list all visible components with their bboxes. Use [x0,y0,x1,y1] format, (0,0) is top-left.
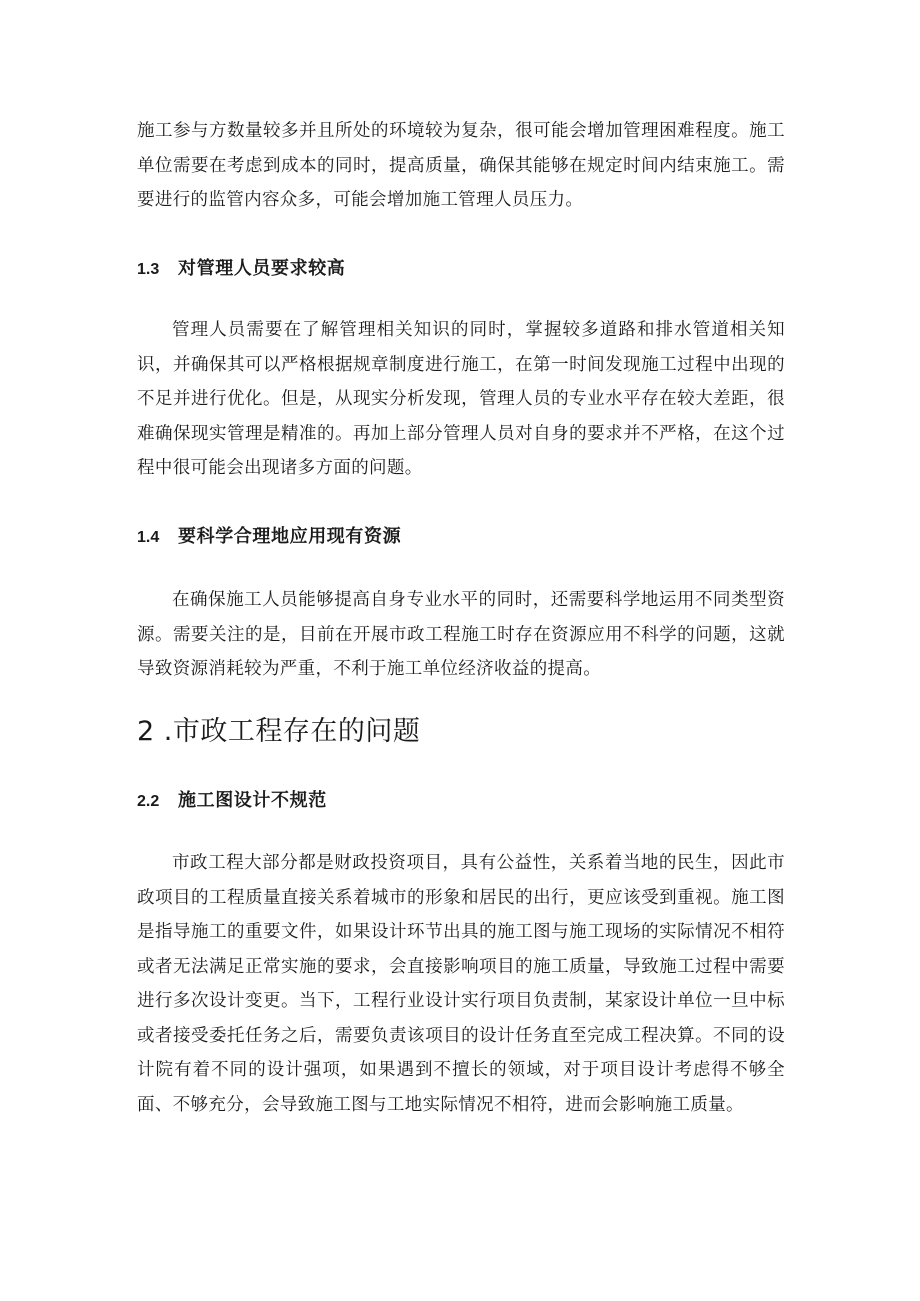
paragraph-construction-drawing: 市政工程大部分都是财政投资项目，具有公益性，关系着当地的民生，因此市政项目的工程质量直接关系着城市的形象和居民的出行，更应该受到重视。施工图是指导施工的重要文件，如果设计环节出具的施工图与施工现场的实际情况不相符或者无法满足正常实施的要求，会直接影响项目的施工质量，导致施工过程中需要进行多次设计变更。当下，工程行业设计实行项目负责制，某家设计单位一旦中标或者接受委托任务之后，需要负责该项目的设计任务直至完成工程决算。不同的设计院有着不同的设计强项，如果遇到不擅长的领域，对于项目设计考虑得不够全面、不够充分，会导致施工图与工地实际情况不相符，进而会影响施工质量。 [137,853,785,1115]
paragraph-manager-requirements: 管理人员需要在了解管理相关知识的同时，掌握较多道路和排水管道相关知识，并确保其可以严格根据规章制度进行施工，在第一时间发现施工过程中出现的不足并进行优化。但是，从现实分析发现，管理人员的专业水平存在较大差距，很难确保现实管理是精准的。再加上部分管理人员对自身的要求并不严格，在这个过程中很可能会出现诸多方面的问题。 [137,320,785,478]
heading-2-2 [137,789,327,814]
heading-number: 1.3 [137,261,160,278]
paragraph-management-difficulty: 施工参与方数量较多并且所处的环境较为复杂，很可能会增加管理困难程度。施工单位需要在考虑到成本的同时，提高质量，确保其能够在规定时间内结束施工。需要进行的监管内容众多，可能会增加施工管理人员压力。 [137,121,785,210]
heading-1-3 [137,257,345,282]
heading-text: 要科学合理地应用现有资源 [178,526,402,547]
heading-number: 2.2 [137,793,160,810]
heading-text: 施工图设计不规范 [178,790,327,811]
heading-1-4 [137,525,401,550]
heading-section-2: 2 .市政工程存在的问题 [137,716,421,747]
paragraph-resource-usage: 在确保施工人员能够提高自身专业水平的同时，还需要科学地运用不同类型资源。需要关注的是，目前在开展市政工程施工时存在资源应用不科学的问题，这就导致资源消耗较为严重，不利于施工单位经济收益的提高。 [137,590,785,679]
heading-text: 对管理人员要求较高 [178,258,346,279]
heading-number: 1.4 [137,529,160,546]
